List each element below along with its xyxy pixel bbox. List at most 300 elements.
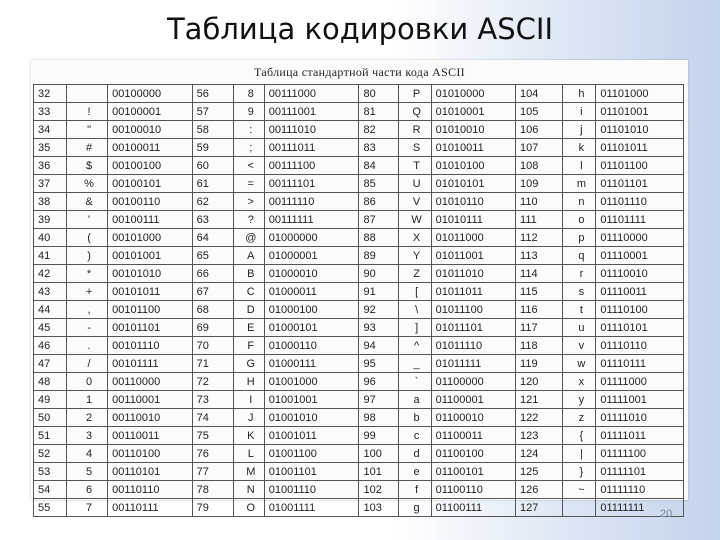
char-cell: ' bbox=[66, 211, 107, 229]
code-cell: 37 bbox=[34, 175, 67, 193]
binary-cell: 01010000 bbox=[431, 85, 515, 103]
char-cell: M bbox=[233, 463, 264, 481]
char-cell: ? bbox=[233, 211, 264, 229]
char-cell: q bbox=[563, 247, 596, 265]
binary-cell: 01001010 bbox=[264, 409, 359, 427]
char-cell: V bbox=[398, 193, 431, 211]
code-cell: 43 bbox=[34, 283, 67, 301]
char-cell: 7 bbox=[66, 499, 107, 517]
binary-cell: 00101001 bbox=[108, 247, 192, 265]
table-row bbox=[34, 499, 684, 517]
char-cell: c bbox=[398, 427, 431, 445]
char-cell: / bbox=[66, 355, 107, 373]
code-cell: 123 bbox=[516, 427, 563, 445]
binary-cell: 01001111 bbox=[264, 499, 359, 517]
table-row bbox=[34, 103, 684, 121]
binary-cell: 01010111 bbox=[431, 211, 515, 229]
char-cell: I bbox=[233, 391, 264, 409]
binary-cell: 01011001 bbox=[431, 247, 515, 265]
binary-cell: 01100010 bbox=[431, 409, 515, 427]
char-cell: a bbox=[398, 391, 431, 409]
char-cell: H bbox=[233, 373, 264, 391]
scanned-table-image bbox=[31, 60, 688, 514]
binary-cell: 01000101 bbox=[264, 319, 359, 337]
code-cell: 46 bbox=[34, 337, 67, 355]
binary-cell: 01001001 bbox=[264, 391, 359, 409]
binary-cell: 01011100 bbox=[431, 301, 515, 319]
char-cell: J bbox=[233, 409, 264, 427]
binary-cell: 01100101 bbox=[431, 463, 515, 481]
binary-cell: 01100000 bbox=[431, 373, 515, 391]
ascii-table-body bbox=[34, 85, 684, 517]
char-cell: i bbox=[563, 103, 596, 121]
code-cell: 48 bbox=[34, 373, 67, 391]
table-row bbox=[34, 391, 684, 409]
binary-cell: 00100100 bbox=[108, 157, 192, 175]
char-cell: v bbox=[563, 337, 596, 355]
char-cell: R bbox=[398, 121, 431, 139]
binary-cell: 00100010 bbox=[108, 121, 192, 139]
table-caption: Таблица стандартной части кода ASCII bbox=[254, 65, 465, 79]
char-cell: . bbox=[66, 337, 107, 355]
code-cell: 127 bbox=[516, 499, 563, 517]
binary-cell: 00101100 bbox=[108, 301, 192, 319]
char-cell: P bbox=[398, 85, 431, 103]
code-cell: 50 bbox=[34, 409, 67, 427]
char-cell: ` bbox=[398, 373, 431, 391]
code-cell: 80 bbox=[359, 85, 398, 103]
code-cell: 38 bbox=[34, 193, 67, 211]
code-cell: 107 bbox=[516, 139, 563, 157]
char-cell: , bbox=[66, 301, 107, 319]
binary-cell: 01000110 bbox=[264, 337, 359, 355]
table-row bbox=[34, 139, 684, 157]
code-cell: 55 bbox=[34, 499, 67, 517]
code-cell: 115 bbox=[516, 283, 563, 301]
table-row bbox=[34, 283, 684, 301]
code-cell: 106 bbox=[516, 121, 563, 139]
code-cell: 111 bbox=[516, 211, 563, 229]
code-cell: 125 bbox=[516, 463, 563, 481]
binary-cell: 00110011 bbox=[108, 427, 192, 445]
code-cell: 81 bbox=[359, 103, 398, 121]
char-cell: ~ bbox=[563, 481, 596, 499]
binary-cell: 01100001 bbox=[431, 391, 515, 409]
code-cell: 71 bbox=[192, 355, 233, 373]
binary-cell: 01100011 bbox=[431, 427, 515, 445]
char-cell: & bbox=[66, 193, 107, 211]
binary-cell: 00111101 bbox=[264, 175, 359, 193]
char-cell: Y bbox=[398, 247, 431, 265]
char-cell: @ bbox=[233, 229, 264, 247]
table-row bbox=[34, 229, 684, 247]
char-cell: ! bbox=[66, 103, 107, 121]
code-cell: 70 bbox=[192, 337, 233, 355]
char-cell: } bbox=[563, 463, 596, 481]
char-cell: 4 bbox=[66, 445, 107, 463]
binary-cell: 01110111 bbox=[596, 355, 684, 373]
code-cell: 91 bbox=[359, 283, 398, 301]
binary-cell: 01111011 bbox=[596, 427, 684, 445]
binary-cell: 00101000 bbox=[108, 229, 192, 247]
binary-cell: 01111111 bbox=[596, 499, 684, 517]
code-cell: 60 bbox=[192, 157, 233, 175]
binary-cell: 00100001 bbox=[108, 103, 192, 121]
char-cell: = bbox=[233, 175, 264, 193]
code-cell: 97 bbox=[359, 391, 398, 409]
binary-cell: 01010001 bbox=[431, 103, 515, 121]
char-cell: k bbox=[563, 139, 596, 157]
binary-cell: 01110000 bbox=[596, 229, 684, 247]
binary-cell: 00101101 bbox=[108, 319, 192, 337]
code-cell: 34 bbox=[34, 121, 67, 139]
page-number: 20 bbox=[660, 508, 673, 520]
binary-cell: 00100101 bbox=[108, 175, 192, 193]
code-cell: 113 bbox=[516, 247, 563, 265]
char-cell: l bbox=[563, 157, 596, 175]
code-cell: 114 bbox=[516, 265, 563, 283]
char-cell: > bbox=[233, 193, 264, 211]
binary-cell: 01111100 bbox=[596, 445, 684, 463]
code-cell: 69 bbox=[192, 319, 233, 337]
char-cell: _ bbox=[398, 355, 431, 373]
code-cell: 90 bbox=[359, 265, 398, 283]
binary-cell: 00111001 bbox=[264, 103, 359, 121]
char-cell: " bbox=[66, 121, 107, 139]
binary-cell: 01000000 bbox=[264, 229, 359, 247]
table-row bbox=[34, 175, 684, 193]
binary-cell: 01111000 bbox=[596, 373, 684, 391]
code-cell: 61 bbox=[192, 175, 233, 193]
code-cell: 94 bbox=[359, 337, 398, 355]
binary-cell: 01001101 bbox=[264, 463, 359, 481]
char-cell: F bbox=[233, 337, 264, 355]
binary-cell: 00110111 bbox=[108, 499, 192, 517]
binary-cell: 01000001 bbox=[264, 247, 359, 265]
code-cell: 63 bbox=[192, 211, 233, 229]
char-cell: s bbox=[563, 283, 596, 301]
char-cell: 8 bbox=[233, 85, 264, 103]
char-cell: 2 bbox=[66, 409, 107, 427]
code-cell: 118 bbox=[516, 337, 563, 355]
char-cell: U bbox=[398, 175, 431, 193]
code-cell: 96 bbox=[359, 373, 398, 391]
binary-cell: 01110100 bbox=[596, 301, 684, 319]
binary-cell: 01101111 bbox=[596, 211, 684, 229]
char-cell: 0 bbox=[66, 373, 107, 391]
char-cell: ) bbox=[66, 247, 107, 265]
code-cell: 66 bbox=[192, 265, 233, 283]
table-row bbox=[34, 409, 684, 427]
table-row bbox=[34, 265, 684, 283]
char-cell: ( bbox=[66, 229, 107, 247]
binary-cell: 01000100 bbox=[264, 301, 359, 319]
binary-cell: 01110010 bbox=[596, 265, 684, 283]
char-cell: A bbox=[233, 247, 264, 265]
binary-cell: 01011110 bbox=[431, 337, 515, 355]
code-cell: 53 bbox=[34, 463, 67, 481]
table-row bbox=[34, 427, 684, 445]
binary-cell: 01000010 bbox=[264, 265, 359, 283]
char-cell: ^ bbox=[398, 337, 431, 355]
char-cell: p bbox=[563, 229, 596, 247]
binary-cell: 00100111 bbox=[108, 211, 192, 229]
binary-cell: 00111100 bbox=[264, 157, 359, 175]
code-cell: 108 bbox=[516, 157, 563, 175]
code-cell: 104 bbox=[516, 85, 563, 103]
char-cell: O bbox=[233, 499, 264, 517]
char-cell: % bbox=[66, 175, 107, 193]
char-cell: T bbox=[398, 157, 431, 175]
char-cell: { bbox=[563, 427, 596, 445]
code-cell: 72 bbox=[192, 373, 233, 391]
char-cell: o bbox=[563, 211, 596, 229]
binary-cell: 01110001 bbox=[596, 247, 684, 265]
binary-cell: 01101001 bbox=[596, 103, 684, 121]
char-cell: [ bbox=[398, 283, 431, 301]
char-cell: : bbox=[233, 121, 264, 139]
char-cell: X bbox=[398, 229, 431, 247]
binary-cell: 01010010 bbox=[431, 121, 515, 139]
binary-cell: 01110110 bbox=[596, 337, 684, 355]
binary-cell: 01011101 bbox=[431, 319, 515, 337]
char-cell: b bbox=[398, 409, 431, 427]
code-cell: 116 bbox=[516, 301, 563, 319]
char-cell: Z bbox=[398, 265, 431, 283]
binary-cell: 01000011 bbox=[264, 283, 359, 301]
table-row bbox=[34, 337, 684, 355]
binary-cell: 01010101 bbox=[431, 175, 515, 193]
code-cell: 39 bbox=[34, 211, 67, 229]
char-cell: y bbox=[563, 391, 596, 409]
binary-cell: 01101100 bbox=[596, 157, 684, 175]
binary-cell: 00111000 bbox=[264, 85, 359, 103]
code-cell: 103 bbox=[359, 499, 398, 517]
char-cell: \ bbox=[398, 301, 431, 319]
char-cell: | bbox=[563, 445, 596, 463]
binary-cell: 00101010 bbox=[108, 265, 192, 283]
binary-cell: 01110101 bbox=[596, 319, 684, 337]
char-cell bbox=[66, 85, 107, 103]
binary-cell: 01001000 bbox=[264, 373, 359, 391]
char-cell: f bbox=[398, 481, 431, 499]
char-cell: < bbox=[233, 157, 264, 175]
code-cell: 52 bbox=[34, 445, 67, 463]
char-cell: 3 bbox=[66, 427, 107, 445]
code-cell: 47 bbox=[34, 355, 67, 373]
char-cell: L bbox=[233, 445, 264, 463]
binary-cell: 01010110 bbox=[431, 193, 515, 211]
code-cell: 40 bbox=[34, 229, 67, 247]
code-cell: 100 bbox=[359, 445, 398, 463]
binary-cell: 00111010 bbox=[264, 121, 359, 139]
code-cell: 35 bbox=[34, 139, 67, 157]
char-cell: E bbox=[233, 319, 264, 337]
code-cell: 76 bbox=[192, 445, 233, 463]
code-cell: 32 bbox=[34, 85, 67, 103]
char-cell: + bbox=[66, 283, 107, 301]
table-row bbox=[34, 121, 684, 139]
binary-cell: 00100000 bbox=[108, 85, 192, 103]
char-cell: * bbox=[66, 265, 107, 283]
binary-cell: 01001100 bbox=[264, 445, 359, 463]
code-cell: 119 bbox=[516, 355, 563, 373]
binary-cell: 00110010 bbox=[108, 409, 192, 427]
binary-cell: 00110000 bbox=[108, 373, 192, 391]
table-row bbox=[34, 319, 684, 337]
char-cell: Q bbox=[398, 103, 431, 121]
char-cell: m bbox=[563, 175, 596, 193]
char-cell: w bbox=[563, 355, 596, 373]
code-cell: 82 bbox=[359, 121, 398, 139]
binary-cell: 00110101 bbox=[108, 463, 192, 481]
char-cell: G bbox=[233, 355, 264, 373]
table-row bbox=[34, 481, 684, 499]
code-cell: 85 bbox=[359, 175, 398, 193]
char-cell: 6 bbox=[66, 481, 107, 499]
binary-cell: 01100110 bbox=[431, 481, 515, 499]
binary-cell: 00111011 bbox=[264, 139, 359, 157]
code-cell: 120 bbox=[516, 373, 563, 391]
code-cell: 101 bbox=[359, 463, 398, 481]
code-cell: 65 bbox=[192, 247, 233, 265]
code-cell: 57 bbox=[192, 103, 233, 121]
code-cell: 93 bbox=[359, 319, 398, 337]
char-cell: K bbox=[233, 427, 264, 445]
table-row bbox=[34, 85, 684, 103]
code-cell: 109 bbox=[516, 175, 563, 193]
code-cell: 51 bbox=[34, 427, 67, 445]
code-cell: 117 bbox=[516, 319, 563, 337]
code-cell: 126 bbox=[516, 481, 563, 499]
table-row bbox=[34, 157, 684, 175]
binary-cell: 01010100 bbox=[431, 157, 515, 175]
code-cell: 87 bbox=[359, 211, 398, 229]
code-cell: 49 bbox=[34, 391, 67, 409]
code-cell: 122 bbox=[516, 409, 563, 427]
binary-cell: 01101000 bbox=[596, 85, 684, 103]
binary-cell: 00100110 bbox=[108, 193, 192, 211]
code-cell: 84 bbox=[359, 157, 398, 175]
code-cell: 121 bbox=[516, 391, 563, 409]
char-cell: ] bbox=[398, 319, 431, 337]
code-cell: 98 bbox=[359, 409, 398, 427]
char-cell: D bbox=[233, 301, 264, 319]
char-cell: ; bbox=[233, 139, 264, 157]
binary-cell: 01101110 bbox=[596, 193, 684, 211]
binary-cell: 01001110 bbox=[264, 481, 359, 499]
code-cell: 99 bbox=[359, 427, 398, 445]
char-cell: $ bbox=[66, 157, 107, 175]
table-row bbox=[34, 373, 684, 391]
code-cell: 68 bbox=[192, 301, 233, 319]
binary-cell: 01111110 bbox=[596, 481, 684, 499]
binary-cell: 01010011 bbox=[431, 139, 515, 157]
binary-cell: 01100100 bbox=[431, 445, 515, 463]
char-cell: x bbox=[563, 373, 596, 391]
code-cell: 58 bbox=[192, 121, 233, 139]
code-cell: 78 bbox=[192, 481, 233, 499]
binary-cell: 00100011 bbox=[108, 139, 192, 157]
table-row bbox=[34, 445, 684, 463]
char-cell bbox=[563, 499, 596, 517]
binary-cell: 01011111 bbox=[431, 355, 515, 373]
char-cell: S bbox=[398, 139, 431, 157]
char-cell: r bbox=[563, 265, 596, 283]
binary-cell: 00110110 bbox=[108, 481, 192, 499]
table-row bbox=[34, 247, 684, 265]
code-cell: 64 bbox=[192, 229, 233, 247]
code-cell: 36 bbox=[34, 157, 67, 175]
binary-cell: 00110001 bbox=[108, 391, 192, 409]
code-cell: 56 bbox=[192, 85, 233, 103]
binary-cell: 01000111 bbox=[264, 355, 359, 373]
binary-cell: 01011000 bbox=[431, 229, 515, 247]
code-cell: 44 bbox=[34, 301, 67, 319]
code-cell: 41 bbox=[34, 247, 67, 265]
char-cell: # bbox=[66, 139, 107, 157]
char-cell: u bbox=[563, 319, 596, 337]
binary-cell: 01111010 bbox=[596, 409, 684, 427]
binary-cell: 01110011 bbox=[596, 283, 684, 301]
binary-cell: 01011010 bbox=[431, 265, 515, 283]
binary-cell: 00111110 bbox=[264, 193, 359, 211]
char-cell: g bbox=[398, 499, 431, 517]
char-cell: t bbox=[563, 301, 596, 319]
code-cell: 77 bbox=[192, 463, 233, 481]
code-cell: 62 bbox=[192, 193, 233, 211]
char-cell: j bbox=[563, 121, 596, 139]
binary-cell: 01111101 bbox=[596, 463, 684, 481]
code-cell: 59 bbox=[192, 139, 233, 157]
code-cell: 79 bbox=[192, 499, 233, 517]
char-cell: - bbox=[66, 319, 107, 337]
code-cell: 67 bbox=[192, 283, 233, 301]
char-cell: 1 bbox=[66, 391, 107, 409]
char-cell: d bbox=[398, 445, 431, 463]
code-cell: 83 bbox=[359, 139, 398, 157]
code-cell: 42 bbox=[34, 265, 67, 283]
binary-cell: 01101010 bbox=[596, 121, 684, 139]
char-cell: W bbox=[398, 211, 431, 229]
code-cell: 89 bbox=[359, 247, 398, 265]
code-cell: 95 bbox=[359, 355, 398, 373]
char-cell: B bbox=[233, 265, 264, 283]
code-cell: 75 bbox=[192, 427, 233, 445]
char-cell: e bbox=[398, 463, 431, 481]
table-row bbox=[34, 301, 684, 319]
char-cell: 9 bbox=[233, 103, 264, 121]
char-cell: N bbox=[233, 481, 264, 499]
char-cell: 5 bbox=[66, 463, 107, 481]
code-cell: 112 bbox=[516, 229, 563, 247]
code-cell: 86 bbox=[359, 193, 398, 211]
code-cell: 54 bbox=[34, 481, 67, 499]
binary-cell: 01011011 bbox=[431, 283, 515, 301]
binary-cell: 01101011 bbox=[596, 139, 684, 157]
code-cell: 92 bbox=[359, 301, 398, 319]
table-row bbox=[34, 463, 684, 481]
code-cell: 105 bbox=[516, 103, 563, 121]
code-cell: 102 bbox=[359, 481, 398, 499]
ascii-table bbox=[33, 84, 684, 517]
char-cell: z bbox=[563, 409, 596, 427]
char-cell: C bbox=[233, 283, 264, 301]
table-row bbox=[34, 193, 684, 211]
char-cell: n bbox=[563, 193, 596, 211]
binary-cell: 01100111 bbox=[431, 499, 515, 517]
table-row bbox=[34, 211, 684, 229]
